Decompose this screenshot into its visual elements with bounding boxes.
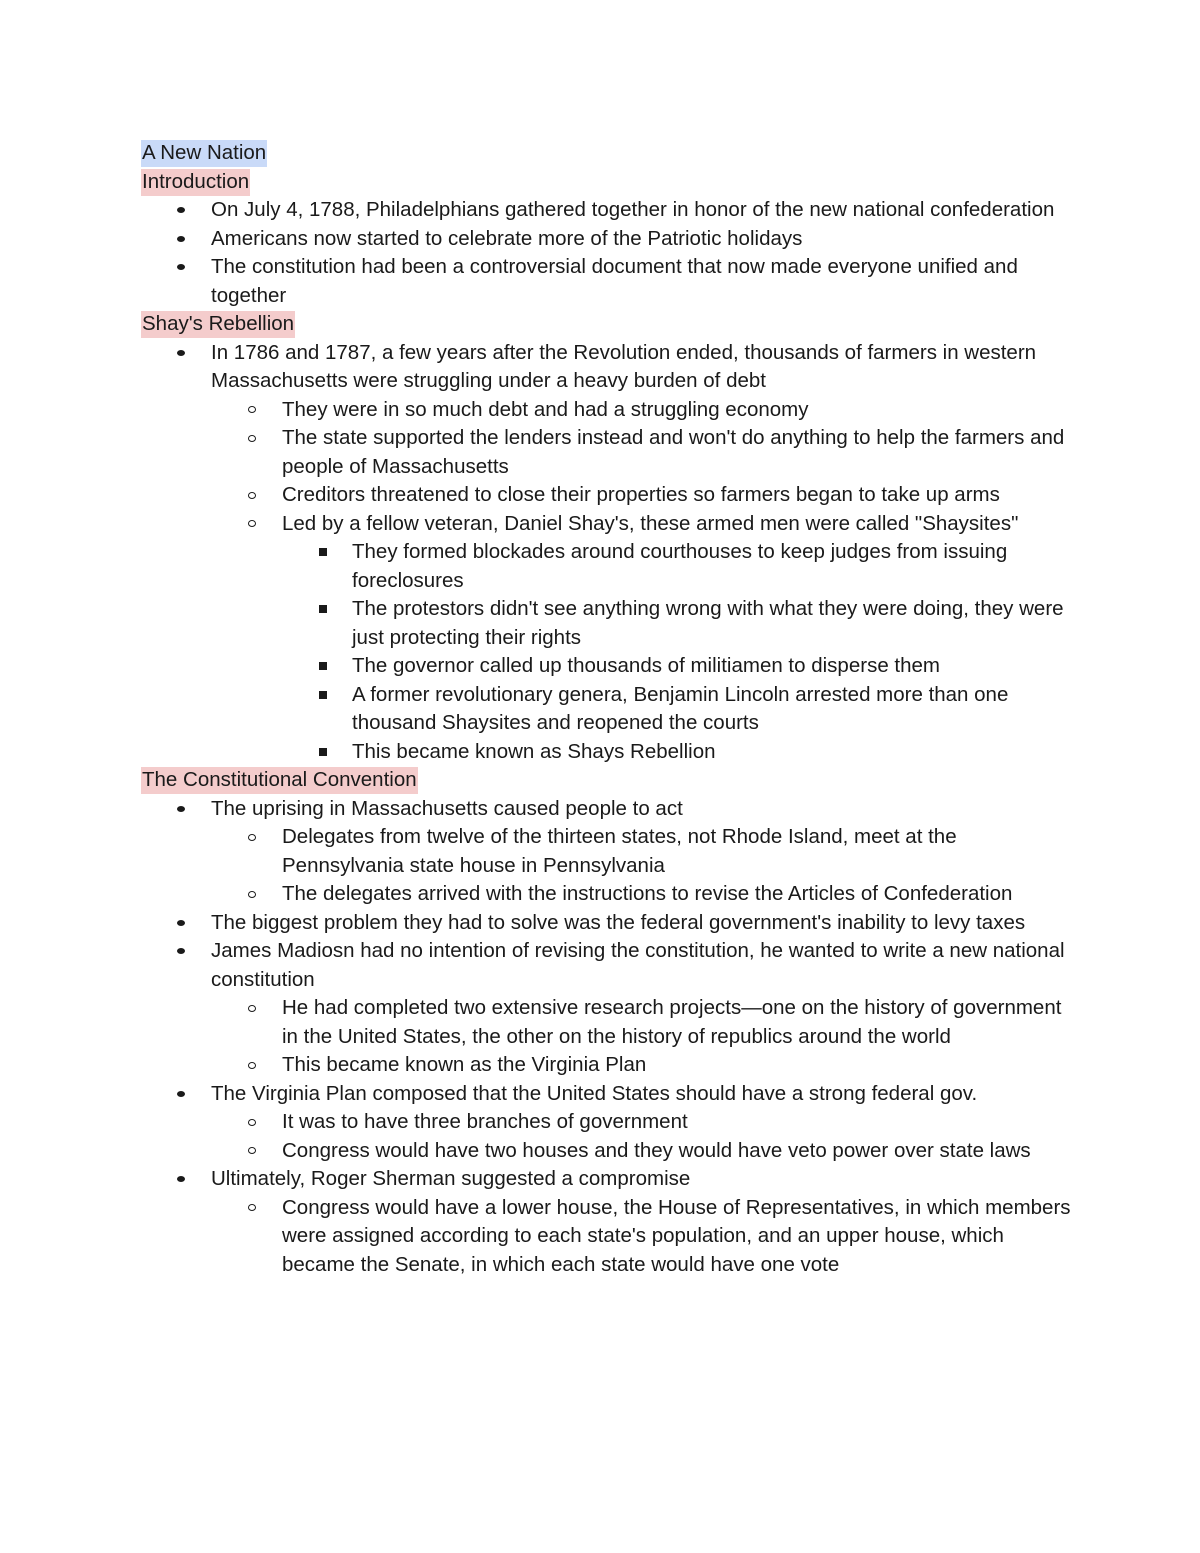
section-heading-text: Shay's Rebellion <box>141 311 295 338</box>
bullet-marker <box>319 738 327 767</box>
list-item-text: The governor called up thousands of militiamen to disperse them <box>352 654 940 677</box>
list-item-text: On July 4, 1788, Philadelphians gathered together in honor of the new national confederation <box>211 198 1055 221</box>
list-item-text: The biggest problem they had to solve was the federal government's inability to levy taxes <box>211 910 1026 934</box>
list-item-text: James Madiosn had no intention of revising the constitution, he wanted to write a new national constitution <box>211 939 1065 991</box>
bullet-circle-icon <box>248 834 256 841</box>
bullet-circle-icon <box>248 891 256 898</box>
bullet-list-level-2 <box>141 396 1071 767</box>
bullet-dot-icon <box>177 350 185 356</box>
list-item-text: A former revolutionary genera, Benjamin Lincoln arrested more than one thousand Shaysites and reopened the courts <box>352 682 1009 734</box>
section-heading-text: The Constitutional Convention <box>141 767 418 794</box>
list-item <box>141 652 1071 681</box>
bullet-list-level-1 <box>141 339 1071 767</box>
list-item <box>141 795 1071 824</box>
list-item <box>141 909 1071 938</box>
list-item <box>141 1108 1071 1137</box>
document-title <box>141 139 1071 168</box>
bullet-circle-icon <box>248 1204 256 1211</box>
bullet-dot-icon <box>177 920 185 926</box>
title-text: A New Nation <box>141 140 267 167</box>
bullet-marker <box>248 994 256 1023</box>
bullet-circle-icon <box>248 1119 256 1126</box>
list-item <box>141 738 1071 767</box>
bullet-marker <box>248 396 256 425</box>
list-item <box>141 1051 1071 1080</box>
bullet-marker <box>248 880 256 909</box>
bullet-marker <box>319 595 327 624</box>
list-item-text: They were in so much debt and had a struggling economy <box>282 397 809 421</box>
section-heading-text: Introduction <box>141 169 250 196</box>
bullet-marker <box>248 1108 256 1137</box>
list-item <box>141 538 1071 595</box>
list-item <box>141 1194 1071 1280</box>
section-heading <box>141 766 1071 795</box>
bullet-marker <box>248 424 256 453</box>
bullet-marker <box>177 1165 185 1194</box>
bullet-marker <box>177 225 185 254</box>
bullet-dot-icon <box>177 236 185 242</box>
bullet-marker <box>177 196 185 225</box>
bullet-square-icon <box>319 605 327 613</box>
list-item <box>141 253 1071 310</box>
list-item-text: The Virginia Plan composed that the United States should have a strong federal gov. <box>211 1081 978 1105</box>
list-item-text: The protestors didn't see anything wrong with what they were doing, they were just protecting their rights <box>352 597 1064 649</box>
list-item-text: They formed blockades around courthouses to keep judges from issuing foreclosures <box>352 540 1008 592</box>
bullet-marker <box>248 1194 256 1223</box>
bullet-marker <box>248 510 256 539</box>
sections-container <box>141 168 1071 1280</box>
bullet-circle-icon <box>248 406 256 413</box>
bullet-list-level-2 <box>141 823 1071 909</box>
bullet-circle-icon <box>248 1062 256 1069</box>
bullet-marker <box>177 909 185 938</box>
list-item <box>141 481 1071 510</box>
list-item <box>141 595 1071 652</box>
bullet-marker <box>177 937 185 966</box>
list-item <box>141 880 1071 909</box>
list-item-text: Americans now started to celebrate more of the Patriotic holidays <box>211 226 803 250</box>
bullet-circle-icon <box>248 520 256 527</box>
list-item-text: Led by a fellow veteran, Daniel Shay's, these armed men were called "Shaysites" <box>282 511 1019 535</box>
list-item-text: Delegates from twelve of the thirteen states, not Rhode Island, meet at the Pennsylvania state house in Pennsylvania <box>282 825 957 877</box>
list-item <box>141 424 1071 481</box>
bullet-marker <box>319 681 327 710</box>
bullet-marker <box>319 652 327 681</box>
list-item-text: He had completed two extensive research projects—one on the history of government in the United States, the other on the history of republics around the world <box>282 996 1062 1048</box>
bullet-list-level-1 <box>141 196 1071 310</box>
list-item-text: This became known as Shays Rebellion <box>352 739 716 763</box>
list-item <box>141 196 1071 225</box>
list-item-text: Creditors threatened to close their properties so farmers began to take up arms <box>282 483 1000 506</box>
list-item-text: Congress would have a lower house, the House of Representatives, in which members were assigned according to each state's population, and an upper house, which became the Senate, in which each state would have one vote <box>282 1195 1071 1276</box>
list-item-text: Congress would have two houses and they would have veto power over state laws <box>282 1138 1031 1162</box>
bullet-circle-icon <box>248 492 256 499</box>
list-item <box>141 510 1071 539</box>
list-item <box>141 994 1071 1051</box>
list-item-text: In 1786 and 1787, a few years after the Revolution ended, thousands of farmers in western Massachusetts were struggling under a heavy burden of debt <box>211 340 1037 392</box>
list-item <box>141 339 1071 396</box>
bullet-circle-icon <box>248 1005 256 1012</box>
bullet-marker <box>319 538 327 567</box>
list-item <box>141 823 1071 880</box>
outline-section <box>141 168 1071 311</box>
list-item-text: The state supported the lenders instead and won't do anything to help the farmers and people of Massachusetts <box>282 426 1065 478</box>
outline-section <box>141 766 1071 1279</box>
bullet-circle-icon <box>248 1147 256 1154</box>
list-item-text: Ultimately, Roger Sherman suggested a compromise <box>211 1167 691 1190</box>
list-item <box>141 1137 1071 1166</box>
bullet-marker <box>177 253 185 282</box>
bullet-list-level-2 <box>141 1194 1071 1280</box>
section-heading <box>141 310 1071 339</box>
section-heading <box>141 168 1071 197</box>
bullet-dot-icon <box>177 806 185 812</box>
bullet-marker <box>177 339 185 368</box>
bullet-circle-icon <box>248 435 256 442</box>
bullet-square-icon <box>319 748 327 756</box>
document-page <box>141 139 1071 1279</box>
bullet-dot-icon <box>177 1176 185 1182</box>
bullet-marker <box>248 481 256 510</box>
bullet-marker <box>248 1137 256 1166</box>
bullet-dot-icon <box>177 1091 185 1097</box>
bullet-marker <box>248 1051 256 1080</box>
list-item <box>141 225 1071 254</box>
bullet-dot-icon <box>177 264 185 270</box>
list-item-text: The uprising in Massachusetts caused people to act <box>211 796 683 820</box>
list-item-text: The delegates arrived with the instructions to revise the Articles of Confederation <box>282 882 1013 905</box>
bullet-dot-icon <box>177 948 185 954</box>
bullet-square-icon <box>319 691 327 699</box>
list-item-text: This became known as the Virginia Plan <box>282 1053 647 1076</box>
list-item <box>141 396 1071 425</box>
bullet-square-icon <box>319 662 327 670</box>
bullet-square-icon <box>319 548 327 556</box>
bullet-list-level-2 <box>141 994 1071 1080</box>
list-item <box>141 937 1071 994</box>
bullet-list-level-2 <box>141 1108 1071 1165</box>
outline-section <box>141 310 1071 766</box>
list-item <box>141 1080 1071 1109</box>
bullet-list-level-1 <box>141 795 1071 1280</box>
list-item-text: It was to have three branches of government <box>282 1110 688 1133</box>
bullet-marker <box>177 1080 185 1109</box>
list-item-text: The constitution had been a controversial document that now made everyone unified and together <box>211 255 1018 307</box>
bullet-dot-icon <box>177 207 185 213</box>
list-item <box>141 681 1071 738</box>
list-item <box>141 1165 1071 1194</box>
bullet-marker <box>177 795 185 824</box>
bullet-list-level-3 <box>141 538 1071 766</box>
bullet-marker <box>248 823 256 852</box>
